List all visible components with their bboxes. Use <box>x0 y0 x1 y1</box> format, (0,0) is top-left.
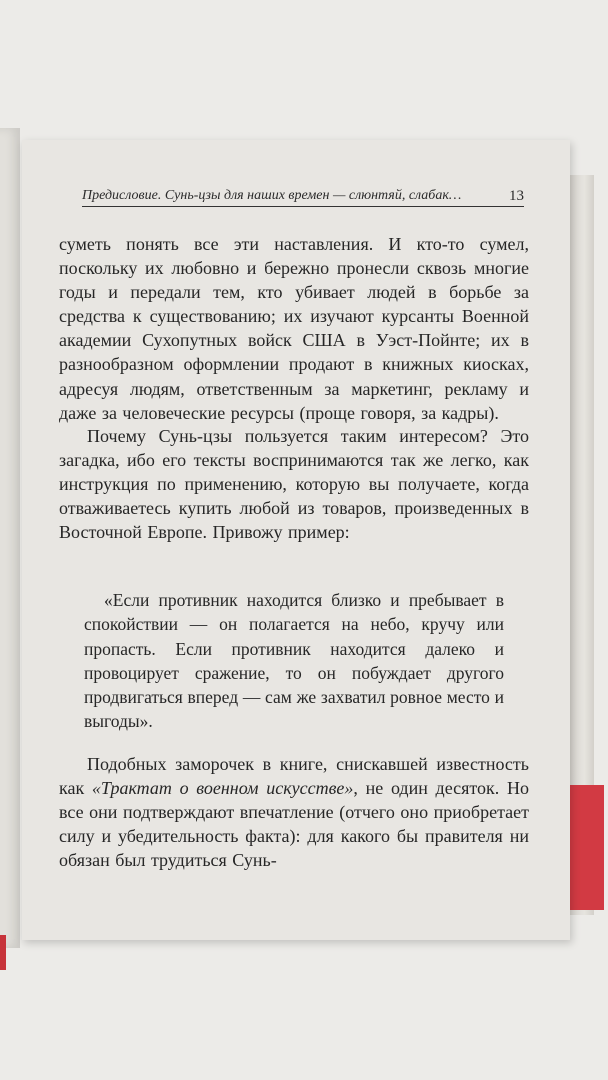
running-header <box>82 188 524 207</box>
paragraph-3 <box>59 752 529 872</box>
paragraph-3-start: Подобных заморочек в книге, снискавшей известность как <box>59 754 529 799</box>
block-quote: «Если противник находится близко и пребывает в спокойствии — он полагается на небо, кручу или пропасть. Если противник находится далеко и провоцирует сражение, то он побуждает другого продвигаться вперед — сам же захватил ровное место и выгоды». <box>84 590 504 732</box>
left-page-edge <box>0 128 20 948</box>
page-number: 13 <box>509 188 524 204</box>
paragraph-1: суметь понять все эти наставления. И кто-то сумел, поскольку их любовно и бережно пронесли сквозь многие годы и передали тем, кто убивает людей в борьбе за средства к существованию; их изучают курсанты Военной академии Сухопутных войск США в Уэст-Пойнте; их в разнообразном оформлении продают в книжных киосках, адресуя людям, ответственным за маркетинг, рекламу и даже за человеческие ресурсы (проще говоря, за кадры). <box>59 234 529 423</box>
paragraph-3-end: , не один десяток. Но все они подтверждают впечатление (отчего оно приобретает силу и убедительность факта): для какого бы правителя ни обязан был трудиться Сунь- <box>59 778 529 871</box>
book-page <box>22 140 570 940</box>
header-title: Предисловие. Сунь-цзы для наших времен — слюнтяй, слабак… <box>82 188 462 203</box>
red-bookmark-tab <box>570 785 604 910</box>
paragraph-2: Почему Сунь-цзы пользуется таким интересом? Это загадка, ибо его тексты воспринимаются так же легко, как инструкция по применению, которую вы получаете, когда отваживаетесь купить любой из товаров, произведенных в Восточной Европе. Привожу пример: <box>59 426 529 543</box>
book-title-italic: «Трактат о военном искусстве» <box>91 778 354 799</box>
left-page-red-mark <box>0 935 6 970</box>
